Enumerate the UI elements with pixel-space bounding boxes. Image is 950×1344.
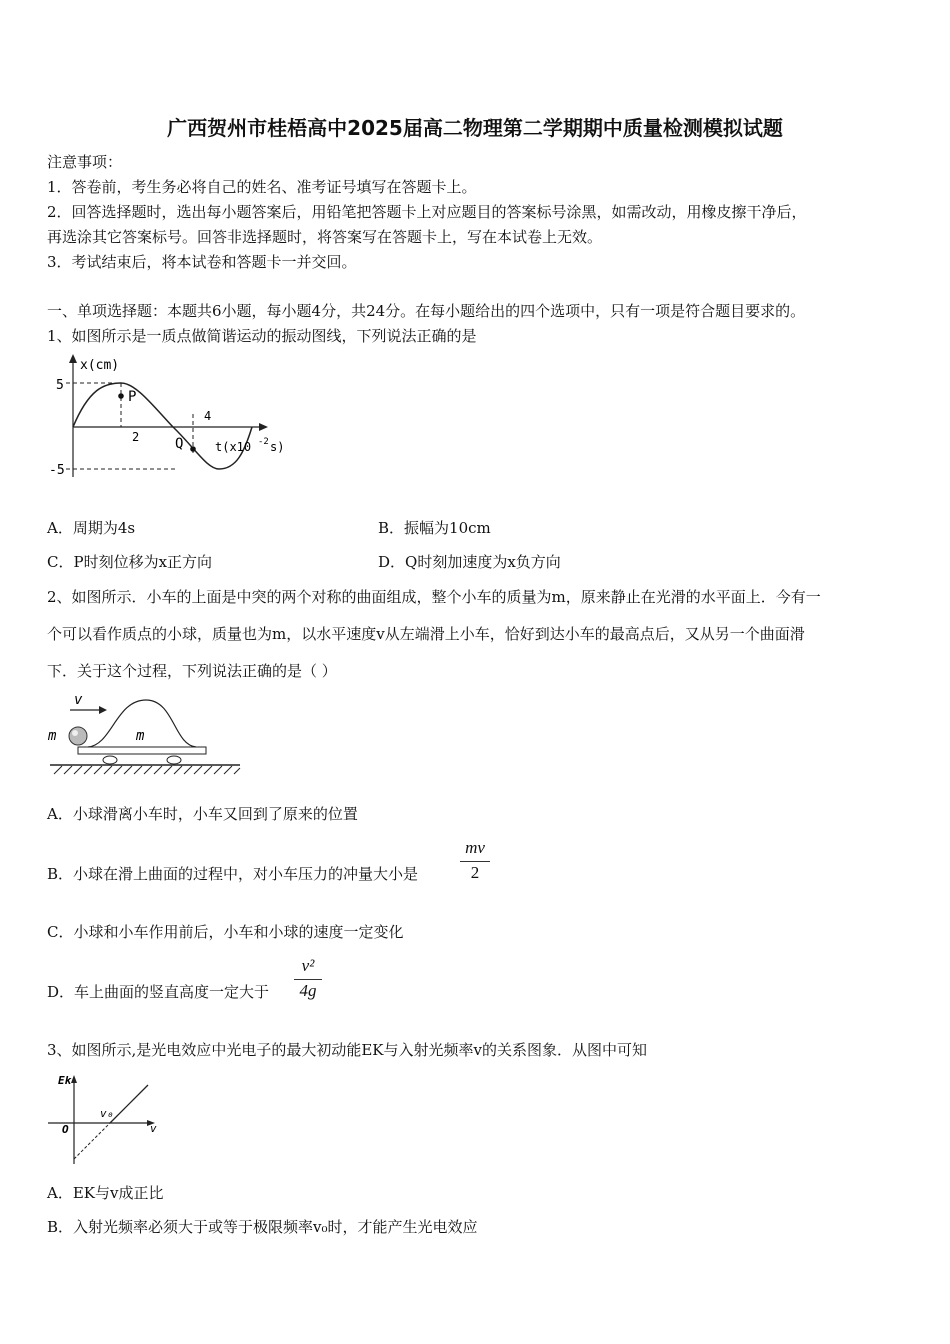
q3-option-a: A．EK与v成正比 [47,1184,164,1202]
q2-ball [69,727,87,745]
q1-sine-curve [73,383,252,469]
q2-stem-line-2: 个可以看作质点的小球，质量也为m，以水平速度v从左端滑上小车，恰好到达小车的最高点后，又从另一个曲面滑 [47,625,805,643]
q1-tick-2: 2 [132,430,140,444]
q2-cart-body [78,747,206,754]
q3-x-label: v [150,1122,157,1135]
q1-t-exponent: -2 [258,437,269,447]
q1-t-unit: s) [270,440,285,454]
q2-cart-mass-label: m [136,728,145,744]
q2-d-fraction-bar [294,979,322,980]
q2-option-b: B．小球在滑上曲面的过程中，对小车压力的冲量大小是 [47,865,419,883]
q2-option-a: A．小球滑离小车时，小车又回到了原来的位置 [47,805,358,823]
q2-option-c: C．小球和小车作用前后，小车和小球的速度一定变化 [47,923,404,941]
q1-y-label: x(cm) [80,358,120,373]
q2-b-fraction-bar [460,861,490,862]
q3-ek-extension [74,1123,110,1159]
q3-y-arrow-icon [71,1075,77,1083]
q1-t-label: t(x10 [215,440,252,454]
q2-wheel-left [103,756,117,764]
q1-option-c: C．P时刻位移为x正方向 [47,553,213,571]
q2-ball-mass-label: m [48,728,57,744]
q2-v-label: v [74,692,83,708]
q3-option-b: B．入射光频率必须大于或等于极限频率v₀时，才能产生光电效应 [47,1218,478,1236]
q2-b-denominator: 2 [470,863,480,882]
q1-y-min-label: -5 [49,463,65,478]
q2-option-d-fraction [294,956,322,1004]
q1-label-q: Q [175,436,184,452]
q1-option-b: B．振幅为10cm [378,519,491,537]
q2-option-b-fraction [460,838,490,886]
notice-item-3: 3．考试结束后，将本试卷和答题卡一并交回。 [47,253,357,271]
page-title: 广西贺州市桂梧高中2025届高二物理第二学期期中质量检测模拟试题 [167,116,783,140]
q2-wheel-right [167,756,181,764]
q2-option-d: D．车上曲面的竖直高度一定大于 [47,983,270,1001]
q2-ground-hatch [54,766,240,774]
q2-d-denominator: 4g [299,981,317,1000]
q1-vibration-graph [44,352,304,482]
notice-heading: 注意事项： [47,153,123,171]
q2-stem-line-3: 下．关于这个过程，下列说法正确的是（ ） [47,662,337,680]
q1-y-arrow-icon [69,354,77,363]
notice-item-2-cont: 再选涂其它答案标号。回答非选择题时，将答案写在答题卡上，写在本试卷上无效。 [47,228,603,246]
q3-stem: 3、如图所示,是光电效应中光电子的最大初动能EK与入射光频率v的关系图象．从图中可知 [47,1041,647,1059]
q2-arrow-head-icon [99,706,107,714]
q1-tick-4: 4 [204,409,212,423]
q1-option-a: A．周期为4s [47,519,136,537]
q2-stem-line-1: 2、如图所示．小车的上面是中突的两个对称的曲面组成，整个小车的质量为m，原来静止在光滑的水平面上．今有一 [47,588,821,606]
q1-label-p: P [128,389,137,405]
q3-y-label: Ek [58,1074,72,1087]
q2-d-numerator: v² [301,956,315,975]
q3-v0-label: v₀ [100,1107,114,1120]
q1-y-max-label: 5 [56,378,64,393]
q1-stem: 1、如图所示是一质点做简谐运动的振动图线，下列说法正确的是 [47,327,477,345]
q1-option-d: D．Q时刻加速度为x负方向 [378,553,561,571]
q2-cart-figure [44,688,244,778]
q1-point-q [190,446,196,452]
q3-origin-label: O [62,1123,69,1136]
q3-ek-graph [44,1070,174,1170]
section-heading: 一、单项选择题：本题共6小题，每小题4分，共24分。在每小题给出的四个选项中，只有一项是符合题目要求的。 [47,302,806,320]
notice-item-1: 1．答卷前，考生务必将自己的姓名、准考证号填写在答题卡上。 [47,178,477,196]
q3-ek-line [110,1085,148,1123]
q2-ball-highlight [72,730,78,736]
q2-b-numerator: mv [465,838,485,857]
notice-item-2: 2．回答选择题时，选出每小题答案后，用铅笔把答题卡上对应题目的答案标号涂黑，如需改动，用橡皮擦干净后， [47,203,807,221]
q1-t-arrow-icon [259,423,268,431]
q1-point-p [118,393,124,399]
